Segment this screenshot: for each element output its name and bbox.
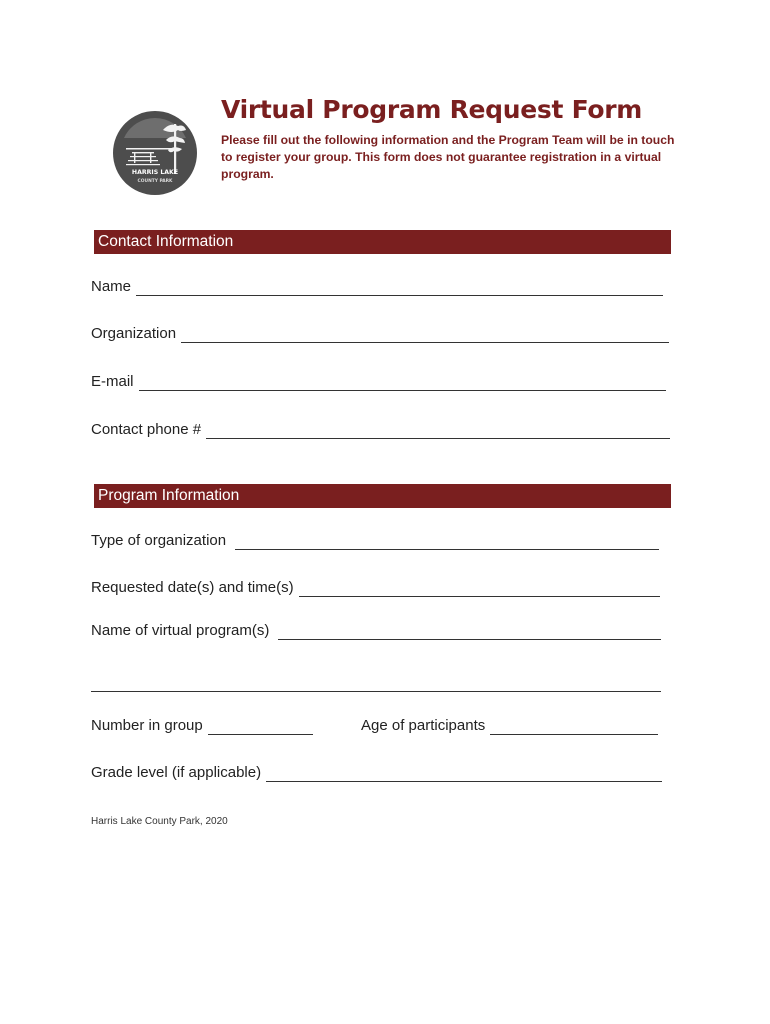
intro-text: Please fill out the following information and the Program Team will be in touch to register your group. This form does not guarantee registration in a virtual program. [221,133,675,181]
program-name-label: Name of virtual program(s) [91,622,270,639]
requested-dates-field[interactable] [91,577,660,597]
organization-type-label: Type of organization [91,532,227,549]
organization-label: Organization [91,325,177,342]
section-header-contact [94,230,671,254]
program-name-input-line[interactable] [278,625,661,640]
phone-label: Contact phone # [91,421,202,438]
page-title: Virtual Program Request Form [221,95,642,124]
participant-ages-field[interactable] [361,715,658,735]
requested-dates-input-line[interactable] [299,582,660,597]
organization-input-line[interactable] [181,328,669,343]
requested-dates-label: Requested date(s) and time(s) [91,579,294,596]
phone-input-line[interactable] [206,424,670,439]
name-field[interactable] [91,276,663,296]
program-name-extra-line-field[interactable] [91,672,661,692]
organization-type-field[interactable] [91,530,659,550]
section-header-program [94,484,671,508]
program-name-field[interactable] [91,620,661,640]
email-field[interactable] [91,371,666,391]
footer-text: Harris Lake County Park, 2020 [91,816,228,827]
phone-field[interactable] [91,419,670,439]
grade-level-input-line[interactable] [266,767,662,782]
organization-type-input-line[interactable] [235,535,659,550]
participant-ages-label: Age of participants [361,717,486,734]
group-size-input-line[interactable] [208,720,313,735]
email-label: E-mail [91,373,134,390]
name-label: Name [91,278,132,295]
logo-text-line1: HARRIS LAKE [131,169,179,176]
organization-field[interactable] [91,323,669,343]
group-size-label: Number in group [91,717,203,734]
section-heading-contact: Contact Information [98,233,234,250]
logo-text-line2: COUNTY PARK [137,179,173,184]
harris-lake-logo [112,110,198,196]
grade-level-label: Grade level (if applicable) [91,764,262,781]
email-input-line[interactable] [139,376,666,391]
name-input-line[interactable] [136,281,663,296]
section-heading-program: Program Information [98,487,240,504]
participant-ages-input-line[interactable] [490,720,658,735]
group-size-field[interactable] [91,715,313,735]
program-name-extra-input-line[interactable] [91,677,661,692]
grade-level-field[interactable] [91,762,662,782]
